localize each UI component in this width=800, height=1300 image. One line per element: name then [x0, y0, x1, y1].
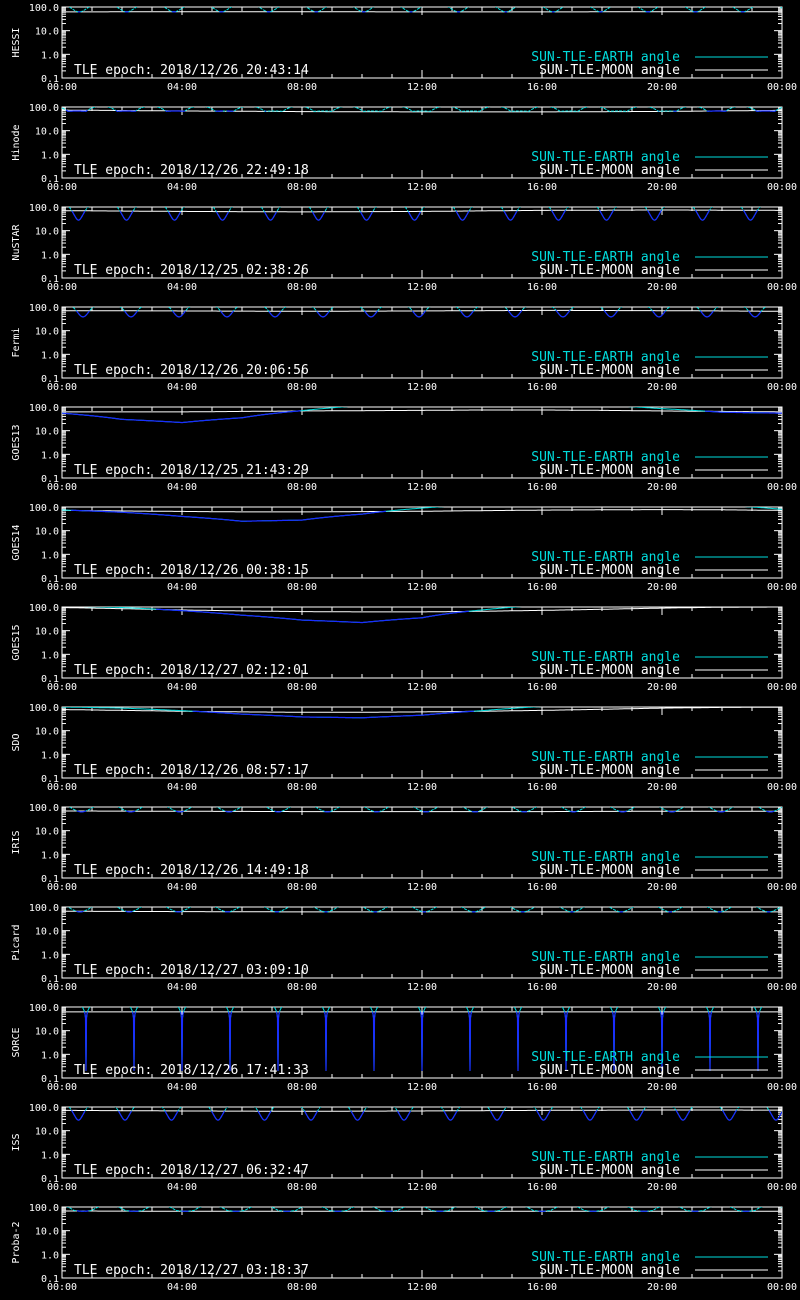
series-earth-dip [176, 911, 182, 912]
legend-moon-label: SUN-TLE-MOON angle [539, 63, 680, 78]
satellite-label: SDO [11, 733, 22, 752]
series-earth-dip [423, 811, 429, 812]
x-tick-label: 12:00 [406, 382, 438, 393]
y-tick-label: 0.1 [40, 374, 59, 385]
legend-moon-label: SUN-TLE-MOON angle [539, 963, 680, 978]
legend-earth-label: SUN-TLE-EARTH angle [531, 250, 680, 265]
legend-earth-label: SUN-TLE-EARTH angle [531, 450, 680, 465]
x-tick-label: 00:00 [766, 982, 798, 993]
series-earth-dip [77, 1211, 89, 1212]
x-tick-label: 20:00 [646, 482, 678, 493]
y-tick-label: 100.0 [28, 903, 59, 914]
x-tick-label: 00:00 [766, 1182, 798, 1193]
y-tick-label: 100.0 [28, 1003, 59, 1014]
x-tick-label: 20:00 [646, 182, 678, 193]
series-earth-dip [275, 811, 282, 812]
y-tick-label: 100.0 [28, 503, 59, 514]
tle-epoch-text: TLE epoch: 2018/12/25 21:43:29 [74, 463, 309, 478]
tle-epoch-text: TLE epoch: 2018/12/25 02:38:26 [74, 263, 309, 278]
legend-earth-label: SUN-TLE-EARTH angle [531, 150, 680, 165]
x-tick-label: 04:00 [166, 82, 198, 93]
x-tick-label: 16:00 [526, 982, 558, 993]
x-tick-label: 12:00 [406, 482, 438, 493]
y-tick-label: 1.0 [40, 1250, 59, 1262]
x-tick-label: 00:00 [766, 182, 798, 193]
y-tick-label: 100.0 [28, 803, 59, 814]
tle-epoch-text: TLE epoch: 2018/12/26 17:41:33 [74, 1063, 309, 1078]
satellite-label: HESSI [11, 27, 22, 58]
x-tick-label: 20:00 [646, 282, 678, 293]
y-tick-label: 100.0 [28, 203, 59, 214]
tle-epoch-text: TLE epoch: 2018/12/26 20:43:14 [74, 63, 309, 78]
legend-earth-label: SUN-TLE-EARTH angle [531, 650, 680, 665]
x-tick-label: 08:00 [286, 82, 318, 93]
x-tick-label: 16:00 [526, 1182, 558, 1193]
x-tick-label: 12:00 [406, 82, 438, 93]
y-tick-label: 100.0 [28, 3, 59, 14]
y-tick-label: 10.0 [34, 526, 59, 538]
x-tick-label: 20:00 [646, 1182, 678, 1193]
y-tick-label: 1.0 [40, 550, 59, 562]
x-tick-label: 00:00 [46, 382, 78, 393]
legend-moon-label: SUN-TLE-MOON angle [539, 863, 680, 878]
x-tick-label: 00:00 [46, 1082, 78, 1093]
series-earth-dip [767, 811, 775, 812]
x-tick-label: 16:00 [526, 1282, 558, 1293]
y-tick-label: 1.0 [40, 650, 59, 662]
legend-moon-label: SUN-TLE-MOON angle [539, 363, 680, 378]
x-tick-label: 00:00 [766, 782, 798, 793]
x-tick-label: 16:00 [526, 282, 558, 293]
satellite-label: Hinode [11, 124, 22, 161]
x-tick-label: 00:00 [46, 882, 78, 893]
x-tick-label: 00:00 [766, 282, 798, 293]
x-tick-label: 04:00 [166, 982, 198, 993]
y-tick-label: 100.0 [28, 603, 59, 614]
x-tick-label: 16:00 [526, 682, 558, 693]
y-tick-label: 100.0 [28, 1103, 59, 1114]
legend-earth-label: SUN-TLE-EARTH angle [531, 950, 680, 965]
tle-epoch-text: TLE epoch: 2018/12/27 03:18:37 [74, 1263, 309, 1278]
x-tick-label: 04:00 [166, 182, 198, 193]
x-tick-label: 12:00 [406, 882, 438, 893]
x-tick-label: 08:00 [286, 1282, 318, 1293]
tle-epoch-text: TLE epoch: 2018/12/27 06:32:47 [74, 1163, 309, 1178]
x-tick-label: 04:00 [166, 882, 198, 893]
series-earth-dip [77, 911, 84, 912]
legend-earth-label: SUN-TLE-EARTH angle [531, 350, 680, 365]
y-tick-label: 0.1 [40, 774, 59, 785]
y-tick-label: 10.0 [34, 326, 59, 338]
y-tick-label: 100.0 [28, 403, 59, 414]
y-tick-label: 1.0 [40, 150, 59, 162]
legend-moon-label: SUN-TLE-MOON angle [539, 1163, 680, 1178]
x-tick-label: 16:00 [526, 882, 558, 893]
x-tick-label: 00:00 [46, 582, 78, 593]
legend-moon-label: SUN-TLE-MOON angle [539, 763, 680, 778]
y-tick-label: 10.0 [34, 926, 59, 938]
y-tick-label: 1.0 [40, 450, 59, 462]
y-tick-label: 0.1 [40, 1174, 59, 1185]
y-tick-label: 1.0 [40, 1050, 59, 1062]
legend-earth-label: SUN-TLE-EARTH angle [531, 750, 680, 765]
x-tick-label: 04:00 [166, 1182, 198, 1193]
x-tick-label: 20:00 [646, 82, 678, 93]
satellite-label: GOES14 [11, 524, 22, 561]
legend-moon-label: SUN-TLE-MOON angle [539, 463, 680, 478]
tle-epoch-text: TLE epoch: 2018/12/27 02:12:01 [74, 663, 309, 678]
tle-epoch-text: TLE epoch: 2018/12/26 00:38:15 [74, 563, 309, 578]
x-tick-label: 16:00 [526, 82, 558, 93]
tle-epoch-text: TLE epoch: 2018/12/26 14:49:18 [74, 863, 309, 878]
x-tick-label: 12:00 [406, 182, 438, 193]
x-tick-label: 04:00 [166, 382, 198, 393]
legend-moon-label: SUN-TLE-MOON angle [539, 263, 680, 278]
x-tick-label: 00:00 [766, 1082, 798, 1093]
x-tick-label: 00:00 [766, 882, 798, 893]
y-tick-label: 0.1 [40, 874, 59, 885]
x-tick-label: 16:00 [526, 182, 558, 193]
x-tick-label: 12:00 [406, 1282, 438, 1293]
satellite-label: SORCE [11, 1027, 22, 1058]
y-tick-label: 10.0 [34, 726, 59, 738]
x-tick-label: 00:00 [46, 682, 78, 693]
x-tick-label: 16:00 [526, 382, 558, 393]
legend-earth-label: SUN-TLE-EARTH angle [531, 1150, 680, 1165]
x-tick-label: 12:00 [406, 282, 438, 293]
x-tick-label: 16:00 [526, 782, 558, 793]
x-tick-label: 00:00 [46, 82, 78, 93]
tle-epoch-text: TLE epoch: 2018/12/26 08:57:17 [74, 763, 309, 778]
x-tick-label: 00:00 [766, 82, 798, 93]
x-tick-label: 08:00 [286, 1182, 318, 1193]
x-tick-label: 00:00 [766, 482, 798, 493]
x-tick-label: 04:00 [166, 782, 198, 793]
y-tick-label: 10.0 [34, 426, 59, 438]
y-tick-label: 100.0 [28, 103, 59, 114]
x-tick-label: 20:00 [646, 682, 678, 693]
legend-earth-label: SUN-TLE-EARTH angle [531, 50, 680, 65]
y-tick-label: 10.0 [34, 1226, 59, 1238]
x-tick-label: 16:00 [526, 1082, 558, 1093]
legend-moon-label: SUN-TLE-MOON angle [539, 163, 680, 178]
legend-earth-label: SUN-TLE-EARTH angle [531, 550, 680, 565]
x-tick-label: 20:00 [646, 882, 678, 893]
x-tick-label: 08:00 [286, 182, 318, 193]
x-tick-label: 20:00 [646, 582, 678, 593]
x-tick-label: 20:00 [646, 382, 678, 393]
y-tick-label: 0.1 [40, 574, 59, 585]
series-earth-dip [619, 811, 627, 812]
legend-earth-label: SUN-TLE-EARTH angle [531, 1050, 680, 1065]
x-tick-label: 04:00 [166, 582, 198, 593]
x-tick-label: 04:00 [166, 482, 198, 493]
legend-moon-label: SUN-TLE-MOON angle [539, 563, 680, 578]
satellite-label: Picard [11, 924, 22, 961]
x-tick-label: 00:00 [766, 1282, 798, 1293]
x-tick-label: 00:00 [46, 282, 78, 293]
tle-epoch-text: TLE epoch: 2018/12/26 22:49:18 [74, 163, 309, 178]
y-tick-label: 10.0 [34, 126, 59, 138]
y-tick-label: 0.1 [40, 1074, 59, 1085]
satellite-label: NuSTAR [11, 224, 22, 261]
x-tick-label: 04:00 [166, 282, 198, 293]
tle-epoch-text: TLE epoch: 2018/12/27 03:09:10 [74, 963, 309, 978]
legend-earth-label: SUN-TLE-EARTH angle [531, 1250, 680, 1265]
y-tick-label: 10.0 [34, 26, 59, 38]
x-tick-label: 12:00 [406, 982, 438, 993]
legend-earth-label: SUN-TLE-EARTH angle [531, 850, 680, 865]
y-tick-label: 0.1 [40, 274, 59, 285]
series-earth-dip [116, 111, 136, 112]
y-tick-label: 1.0 [40, 750, 59, 762]
x-tick-label: 20:00 [646, 982, 678, 993]
y-tick-label: 100.0 [28, 703, 59, 714]
satellite-label: Proba-2 [11, 1221, 22, 1264]
x-tick-label: 00:00 [46, 182, 78, 193]
x-tick-label: 12:00 [406, 1182, 438, 1193]
x-tick-label: 12:00 [406, 582, 438, 593]
y-tick-label: 10.0 [34, 626, 59, 638]
tle-epoch-text: TLE epoch: 2018/12/26 20:06:56 [74, 363, 309, 378]
satellite-label: Fermi [11, 327, 22, 358]
x-tick-label: 12:00 [406, 1082, 438, 1093]
y-tick-label: 1.0 [40, 250, 59, 262]
satellite-label: ISS [11, 1133, 22, 1152]
x-tick-label: 04:00 [166, 682, 198, 693]
series-earth-dip [571, 811, 577, 812]
x-tick-label: 00:00 [46, 1282, 78, 1293]
x-tick-label: 20:00 [646, 1082, 678, 1093]
y-tick-label: 1.0 [40, 50, 59, 62]
x-tick-label: 08:00 [286, 882, 318, 893]
y-tick-label: 0.1 [40, 174, 59, 185]
x-tick-label: 08:00 [286, 582, 318, 593]
x-tick-label: 04:00 [166, 1282, 198, 1293]
legend-moon-label: SUN-TLE-MOON angle [539, 1263, 680, 1278]
y-tick-label: 10.0 [34, 1026, 59, 1038]
series-earth-dip [166, 111, 186, 112]
series-moon-line [62, 310, 782, 311]
y-tick-label: 1.0 [40, 950, 59, 962]
y-tick-label: 1.0 [40, 1150, 59, 1162]
y-tick-label: 100.0 [28, 303, 59, 314]
x-tick-label: 04:00 [166, 1082, 198, 1093]
x-tick-label: 08:00 [286, 382, 318, 393]
series-earth-dip [707, 111, 727, 112]
x-tick-label: 08:00 [286, 482, 318, 493]
y-tick-label: 100.0 [28, 1203, 59, 1214]
x-tick-label: 16:00 [526, 482, 558, 493]
x-tick-label: 12:00 [406, 682, 438, 693]
series-earth-dip [325, 811, 331, 812]
x-tick-label: 16:00 [526, 582, 558, 593]
x-tick-label: 08:00 [286, 782, 318, 793]
x-tick-label: 00:00 [766, 582, 798, 593]
x-tick-label: 00:00 [46, 1182, 78, 1193]
x-tick-label: 08:00 [286, 282, 318, 293]
y-tick-label: 0.1 [40, 974, 59, 985]
x-tick-label: 08:00 [286, 982, 318, 993]
y-tick-label: 10.0 [34, 826, 59, 838]
x-tick-label: 20:00 [646, 1282, 678, 1293]
legend-moon-label: SUN-TLE-MOON angle [539, 663, 680, 678]
x-tick-label: 00:00 [46, 982, 78, 993]
satellite-label: GOES13 [11, 424, 22, 461]
series-earth-dip [472, 811, 478, 812]
x-tick-label: 00:00 [766, 382, 798, 393]
series-earth-dip [126, 911, 133, 912]
x-tick-label: 12:00 [406, 782, 438, 793]
y-tick-label: 0.1 [40, 1274, 59, 1285]
y-tick-label: 1.0 [40, 850, 59, 862]
y-tick-label: 10.0 [34, 226, 59, 238]
legend-moon-label: SUN-TLE-MOON angle [539, 1063, 680, 1078]
y-tick-label: 0.1 [40, 674, 59, 685]
x-tick-label: 08:00 [286, 1082, 318, 1093]
x-tick-label: 08:00 [286, 682, 318, 693]
x-tick-label: 00:00 [766, 682, 798, 693]
x-tick-label: 20:00 [646, 782, 678, 793]
x-tick-label: 00:00 [46, 482, 78, 493]
satellite-label: GOES15 [11, 624, 22, 661]
satellite-label: IRIS [11, 830, 22, 855]
y-tick-label: 0.1 [40, 74, 59, 85]
series-earth-dip [226, 811, 233, 812]
y-tick-label: 10.0 [34, 1126, 59, 1138]
x-tick-label: 00:00 [46, 782, 78, 793]
y-tick-label: 1.0 [40, 350, 59, 362]
y-tick-label: 0.1 [40, 474, 59, 485]
